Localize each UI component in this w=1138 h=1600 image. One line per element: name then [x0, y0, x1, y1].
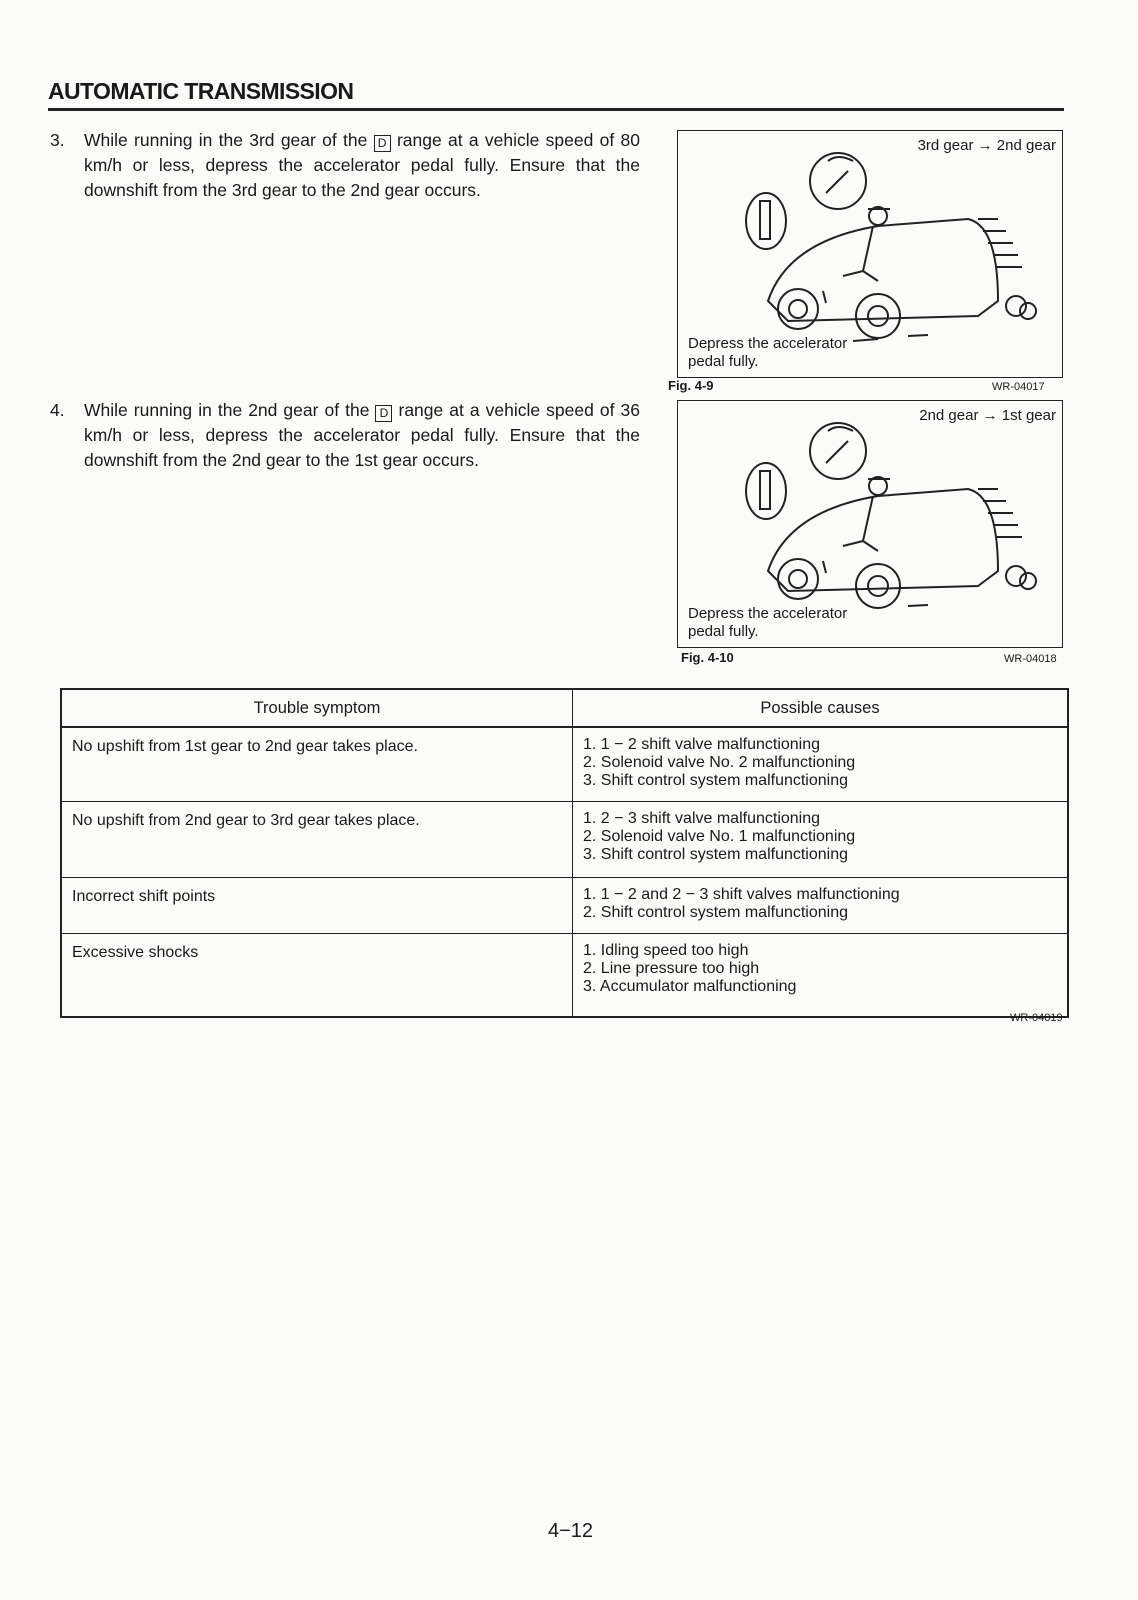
- table-row: [61, 933, 1068, 1017]
- d-range-icon: D: [375, 405, 392, 422]
- column-header: Possible causes: [573, 689, 1069, 727]
- figure-label: Fig. 4-10: [681, 650, 734, 665]
- causes-cell: 1. Idling speed too high 2. Line pressure too high 3. Accumulator malfunctioning: [573, 933, 1069, 1017]
- figure-caption: Depress the accelerator pedal fully.: [688, 605, 848, 640]
- step-3: [50, 128, 640, 203]
- d-range-icon: D: [374, 135, 391, 152]
- page-number: 4−12: [548, 1520, 594, 1542]
- step-4: [50, 398, 640, 473]
- gear-change-label: 3rd gear → 2nd gear: [917, 137, 1056, 154]
- step-text: While running in the 3rd gear of the D range at a vehicle speed of 80 km/h or less, depress the accelerator pedal fully. Ensure that the downshift from the 3rd gear to the 2nd gear occurs.: [84, 130, 640, 200]
- symptom-cell: No upshift from 2nd gear to 3rd gear takes place.: [61, 801, 573, 877]
- step-number: 4.: [50, 400, 65, 420]
- figure-4-10: [677, 400, 1063, 648]
- step-number: 3.: [50, 130, 65, 150]
- figure-caption: Depress the accelerator pedal fully.: [688, 335, 848, 370]
- column-header: Trouble symptom: [61, 689, 573, 727]
- table-row: [61, 727, 1068, 801]
- causes-cell: 1. 1 − 2 shift valve malfunctioning 2. Solenoid valve No. 2 malfunctioning 3. Shift control system malfunctioning: [573, 727, 1069, 801]
- figure-4-9: [677, 130, 1063, 378]
- gear-change-label: 2nd gear → 1st gear: [919, 407, 1056, 424]
- table-code: WR-04019: [1010, 1012, 1063, 1024]
- page-title: AUTOMATIC TRANSMISSION: [48, 78, 354, 104]
- step-text: While running in the 2nd gear of the D range at a vehicle speed of 36 km/h or less, depress the accelerator pedal fully. Ensure that the downshift from the 2nd gear to the 1st gear occurs.: [84, 400, 640, 470]
- symptom-cell: Excessive shocks: [61, 933, 573, 1017]
- causes-cell: 1. 2 − 3 shift valve malfunctioning 2. Solenoid valve No. 1 malfunctioning 3. Shift control system malfunctioning: [573, 801, 1069, 877]
- figure-code: WR-04017: [992, 381, 1045, 393]
- figure-code: WR-04018: [1004, 653, 1057, 665]
- symptom-cell: No upshift from 1st gear to 2nd gear takes place.: [61, 727, 573, 801]
- table-row: [61, 877, 1068, 933]
- table-row: [61, 801, 1068, 877]
- symptom-cell: Incorrect shift points: [61, 877, 573, 933]
- causes-cell: 1. 1 − 2 and 2 − 3 shift valves malfunctioning 2. Shift control system malfunctioning: [573, 877, 1069, 933]
- figure-label: Fig. 4-9: [668, 378, 714, 393]
- trouble-table: [60, 688, 1069, 1018]
- header-rule: [48, 108, 1064, 111]
